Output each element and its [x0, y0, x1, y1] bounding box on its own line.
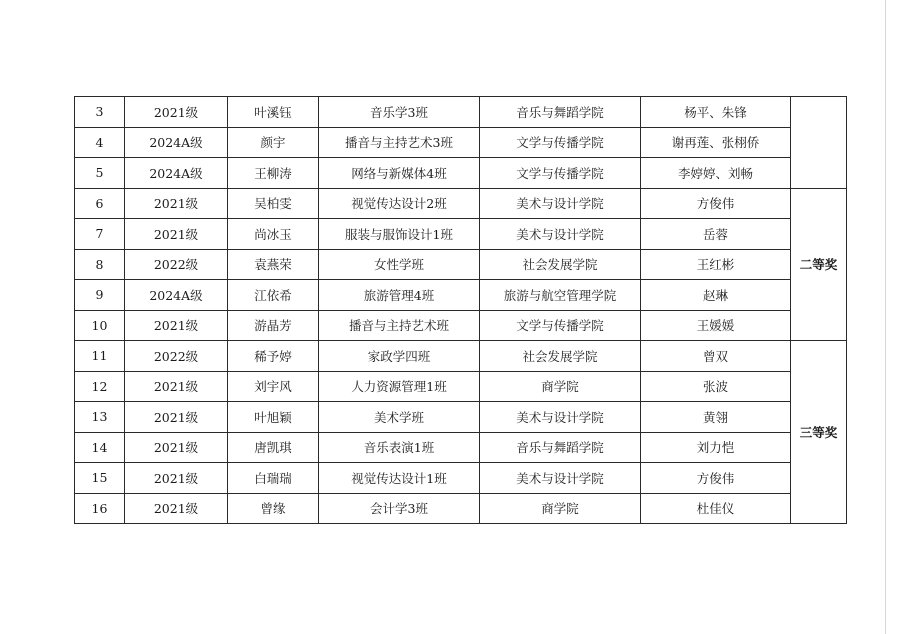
table-row: [75, 463, 847, 494]
table-row: [75, 402, 847, 433]
college-cell: 文学与传播学院: [480, 310, 641, 341]
college-cell: 文学与传播学院: [480, 127, 641, 158]
row-number: 16: [75, 493, 125, 524]
advisor-cell: 李婷婷、刘畅: [641, 158, 791, 189]
student-name-cell: 袁燕荣: [228, 249, 319, 280]
table-row: [75, 310, 847, 341]
student-name-cell: 王柳涛: [228, 158, 319, 189]
row-number: 12: [75, 371, 125, 402]
award-list-table: [74, 96, 847, 524]
college-cell: 音乐与舞蹈学院: [480, 97, 641, 128]
advisor-cell: 刘力恺: [641, 432, 791, 463]
advisor-cell: 谢再莲、张栩侨: [641, 127, 791, 158]
class-cell: 音乐表演1班: [319, 432, 480, 463]
table-row: [75, 158, 847, 189]
grade-cell: 2021级: [125, 188, 228, 219]
advisor-cell: 王媛媛: [641, 310, 791, 341]
row-number: 4: [75, 127, 125, 158]
student-name-cell: 叶溪钰: [228, 97, 319, 128]
college-cell: 音乐与舞蹈学院: [480, 432, 641, 463]
class-cell: 美术学班: [319, 402, 480, 433]
table-row: [75, 249, 847, 280]
college-cell: 美术与设计学院: [480, 219, 641, 250]
table-row: [75, 341, 847, 372]
table-row: [75, 432, 847, 463]
row-number: 8: [75, 249, 125, 280]
student-name-cell: 尚冰玉: [228, 219, 319, 250]
student-name-cell: 刘宇风: [228, 371, 319, 402]
row-number: 15: [75, 463, 125, 494]
class-cell: 人力资源管理1班: [319, 371, 480, 402]
award-list-table-container: [74, 96, 847, 524]
college-cell: 社会发展学院: [480, 249, 641, 280]
advisor-cell: 张波: [641, 371, 791, 402]
college-cell: 商学院: [480, 493, 641, 524]
row-number: 11: [75, 341, 125, 372]
row-number: 6: [75, 188, 125, 219]
class-cell: 家政学四班: [319, 341, 480, 372]
advisor-cell: 赵琳: [641, 280, 791, 311]
student-name-cell: 江依希: [228, 280, 319, 311]
row-number: 13: [75, 402, 125, 433]
college-cell: 旅游与航空管理学院: [480, 280, 641, 311]
class-cell: 会计学3班: [319, 493, 480, 524]
advisor-cell: 王红彬: [641, 249, 791, 280]
table-row: [75, 371, 847, 402]
student-name-cell: 白瑞瑞: [228, 463, 319, 494]
student-name-cell: 曾缘: [228, 493, 319, 524]
class-cell: 服装与服饰设计1班: [319, 219, 480, 250]
class-cell: 视觉传达设计2班: [319, 188, 480, 219]
student-name-cell: 游晶芳: [228, 310, 319, 341]
student-name-cell: 吴柏雯: [228, 188, 319, 219]
college-cell: 社会发展学院: [480, 341, 641, 372]
college-cell: 美术与设计学院: [480, 188, 641, 219]
college-cell: 美术与设计学院: [480, 402, 641, 433]
table-row: [75, 97, 847, 128]
page-edge-line: [885, 0, 886, 634]
row-number: 5: [75, 158, 125, 189]
class-cell: 网络与新媒体4班: [319, 158, 480, 189]
college-cell: 文学与传播学院: [480, 158, 641, 189]
grade-cell: 2022级: [125, 249, 228, 280]
student-name-cell: 颜宇: [228, 127, 319, 158]
class-cell: 播音与主持艺术3班: [319, 127, 480, 158]
award-level-cell: [791, 97, 847, 189]
grade-cell: 2021级: [125, 493, 228, 524]
grade-cell: 2022级: [125, 341, 228, 372]
row-number: 9: [75, 280, 125, 311]
class-cell: 女性学班: [319, 249, 480, 280]
class-cell: 播音与主持艺术班: [319, 310, 480, 341]
college-cell: 美术与设计学院: [480, 463, 641, 494]
advisor-cell: 方俊伟: [641, 463, 791, 494]
grade-cell: 2021级: [125, 219, 228, 250]
row-number: 7: [75, 219, 125, 250]
row-number: 3: [75, 97, 125, 128]
table-row: [75, 493, 847, 524]
advisor-cell: 杨平、朱锋: [641, 97, 791, 128]
grade-cell: 2021级: [125, 402, 228, 433]
table-row: [75, 219, 847, 250]
advisor-cell: 曾双: [641, 341, 791, 372]
advisor-cell: 杜佳仪: [641, 493, 791, 524]
grade-cell: 2021级: [125, 371, 228, 402]
grade-cell: 2024A级: [125, 158, 228, 189]
grade-cell: 2024A级: [125, 280, 228, 311]
student-name-cell: 稀予婷: [228, 341, 319, 372]
table-row: [75, 127, 847, 158]
grade-cell: 2021级: [125, 463, 228, 494]
award-level-cell: 二等奖: [791, 188, 847, 341]
class-cell: 音乐学3班: [319, 97, 480, 128]
student-name-cell: 叶旭颖: [228, 402, 319, 433]
grade-cell: 2021级: [125, 432, 228, 463]
advisor-cell: 方俊伟: [641, 188, 791, 219]
table-row: [75, 280, 847, 311]
class-cell: 视觉传达设计1班: [319, 463, 480, 494]
grade-cell: 2021级: [125, 97, 228, 128]
grade-cell: 2021级: [125, 310, 228, 341]
award-level-cell: 三等奖: [791, 341, 847, 524]
row-number: 10: [75, 310, 125, 341]
table-row: [75, 188, 847, 219]
row-number: 14: [75, 432, 125, 463]
student-name-cell: 唐凯琪: [228, 432, 319, 463]
grade-cell: 2024A级: [125, 127, 228, 158]
class-cell: 旅游管理4班: [319, 280, 480, 311]
college-cell: 商学院: [480, 371, 641, 402]
advisor-cell: 岳蓉: [641, 219, 791, 250]
advisor-cell: 黄翎: [641, 402, 791, 433]
